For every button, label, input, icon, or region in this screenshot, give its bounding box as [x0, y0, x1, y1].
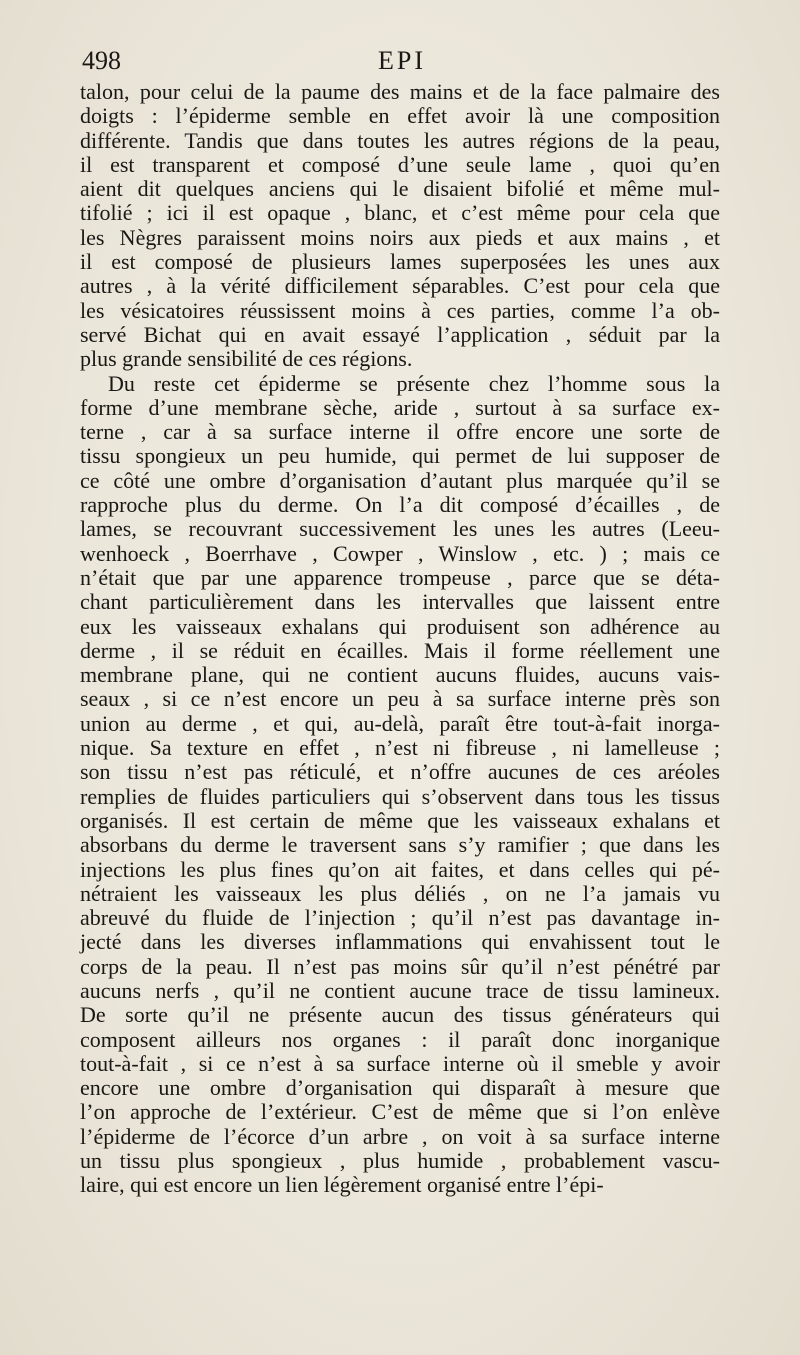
text-line-content: terne , car à sa surface interne il offre encore une sorte de	[80, 419, 720, 445]
text-line	[80, 129, 720, 153]
text-line	[80, 201, 720, 225]
text-line	[80, 1125, 720, 1149]
text-line-content: eux les vaisseaux exhalans qui produisent son adhérence au	[80, 613, 720, 639]
text-line	[80, 590, 720, 614]
text-line-content: tout-à-fait , si ce n’est à sa surface interne où il smeble y avoir	[80, 1050, 720, 1076]
text-line-content: il est transparent et composé d’une seule lame , quoi qu’en	[80, 151, 720, 177]
text-line-content: aucuns nerfs , qu’il ne contient aucune trace de tissu lamineux.	[80, 977, 720, 1003]
text-line-content: corps de la peau. Il n’est pas moins sûr qu’il n’est pénétré par	[80, 953, 720, 979]
page-header	[82, 46, 722, 80]
body-text	[80, 80, 720, 1198]
text-line	[80, 177, 720, 201]
text-line	[80, 444, 720, 468]
text-line-content: wenhoeck , Boerrhave , Cowper , Winslow , etc. ) ; mais ce	[80, 540, 720, 566]
text-line	[80, 493, 720, 517]
text-line-content: lames, se recouvrant successivement les unes les autres (Leeu-	[80, 516, 720, 542]
text-line	[80, 566, 720, 590]
text-line	[80, 833, 720, 857]
text-line	[80, 809, 720, 833]
text-line	[80, 1149, 720, 1173]
text-line-content: n’était que par une apparence trompeuse , parce que se déta-	[80, 564, 720, 590]
text-line-content: servé Bichat qui en avait essayé l’application , séduit par la	[80, 321, 720, 347]
text-line	[80, 712, 720, 736]
text-line-content: injections les plus fines qu’on ait faites, et dans celles qui pé-	[80, 856, 720, 882]
text-line	[80, 760, 720, 784]
text-line	[80, 785, 720, 809]
text-line	[80, 882, 720, 906]
text-line	[80, 955, 720, 979]
text-line-content: il est composé de plusieurs lames superposées les unes aux	[80, 249, 720, 275]
text-line-content: nique. Sa texture en effet , n’est ni fibreuse , ni lamelleuse ;	[80, 735, 720, 761]
text-line	[80, 153, 720, 177]
text-line	[80, 347, 720, 371]
text-line	[80, 542, 720, 566]
text-line-content: organisés. Il est certain de même que les vaisseaux exhalans et	[80, 807, 720, 833]
text-line-content: l’épiderme de l’écorce d’un arbre , on voit à sa surface interne	[80, 1123, 720, 1149]
text-line-content: tissu spongieux un peu humide, qui permet de lui supposer de	[80, 443, 720, 469]
text-line-content: abreuvé du fluide de l’injection ; qu’il n’est pas davantage in-	[80, 905, 720, 931]
text-line	[80, 687, 720, 711]
text-line-content: talon, pour celui de la paume des mains et de la face palmaire des	[80, 79, 720, 104]
text-line	[80, 299, 720, 323]
text-line	[80, 226, 720, 250]
text-line	[80, 1076, 720, 1100]
text-line-content: seaux , si ce n’est encore un peu à sa surface interne près son	[80, 686, 720, 712]
text-line-content: membrane plane, qui ne contient aucuns fluides, aucuns vais-	[80, 662, 720, 688]
text-line-content: autres , à la vérité difficilement séparables. C’est pour cela que	[80, 273, 720, 299]
text-line	[80, 858, 720, 882]
text-line-content: laire, qui est encore un lien légèrement organisé entre l’épi-	[80, 1172, 604, 1198]
text-line-content: forme d’une membrane sèche, aride , surtout à sa surface ex-	[80, 394, 720, 420]
text-line	[80, 1003, 720, 1027]
text-line-content: plus grande sensibilité de ces régions.	[80, 346, 413, 372]
text-line	[80, 104, 720, 128]
text-line-content: ce côté une ombre d’organisation d’autant plus marquée qu’il se	[80, 467, 720, 493]
text-line-content: différente. Tandis que dans toutes les autres régions de la peau,	[80, 127, 720, 153]
text-line	[80, 323, 720, 347]
text-line-content: doigts : l’épiderme semble en effet avoir là une composition	[80, 103, 720, 129]
text-line	[80, 906, 720, 930]
text-line	[80, 274, 720, 298]
text-line-content: un tissu plus spongieux , plus humide , probablement vascu-	[80, 1148, 720, 1174]
text-line	[80, 663, 720, 687]
text-line	[80, 1173, 720, 1197]
text-line	[80, 1028, 720, 1052]
text-line	[80, 250, 720, 274]
text-line-content: De sorte qu’il ne présente aucun des tissus générateurs qui	[80, 1002, 720, 1028]
text-line-content: composent ailleurs nos organes : il paraît donc inorganique	[80, 1026, 720, 1052]
text-line-content: union au derme , et qui, au-delà, paraît être tout-à-fait inorga-	[80, 710, 720, 736]
text-line	[80, 396, 720, 420]
text-line	[80, 80, 720, 104]
text-line	[80, 979, 720, 1003]
text-line-content: l’on approche de l’extérieur. C’est de même que si l’on enlève	[80, 1099, 720, 1125]
text-line-content: derme , il se réduit en écailles. Mais il forme réellement une	[80, 637, 720, 663]
text-line	[80, 639, 720, 663]
text-line	[80, 1052, 720, 1076]
text-line	[80, 469, 720, 493]
text-line-content: les vésicatoires réussissent moins à ces parties, comme l’a ob-	[80, 297, 720, 323]
text-line	[80, 1100, 720, 1124]
text-line-content: encore une ombre d’organisation qui disparaît à mesure que	[80, 1075, 720, 1101]
text-line-content: tifolié ; ici il est opaque , blanc, et c’est même pour cela que	[80, 200, 720, 226]
text-line-content: rapproche plus du derme. On l’a dit composé d’écailles , de	[80, 492, 720, 518]
text-line	[80, 615, 720, 639]
text-line-content: son tissu n’est pas réticulé, et n’offre aucunes de ces aréoles	[80, 759, 720, 785]
text-line-content: nétraient les vaisseaux les plus déliés , on ne l’a jamais vu	[80, 880, 720, 906]
text-line-content: chant particulièrement dans les intervalles que laissent entre	[80, 589, 720, 615]
page-number: 498	[82, 46, 121, 75]
text-line	[80, 420, 720, 444]
text-line-content: Du reste cet épiderme se présente chez l’homme sous la	[108, 370, 720, 396]
text-line	[80, 517, 720, 541]
text-line-content: absorbans du derme le traversent sans s’y ramifier ; que dans les	[80, 832, 720, 858]
text-line	[80, 736, 720, 760]
text-line	[80, 930, 720, 954]
text-line-content: remplies de fluides particuliers qui s’observent dans tous les tissus	[80, 783, 720, 809]
text-line-content: les Nègres paraissent moins noirs aux pieds et aux mains , et	[80, 224, 720, 250]
text-line-content: jecté dans les diverses inflammations qui envahissent tout le	[80, 929, 720, 955]
text-line	[80, 372, 720, 396]
text-line-content: aient dit quelques anciens qui le disaient bifolié et même mul-	[80, 176, 720, 202]
running-head: EPI	[378, 46, 426, 75]
